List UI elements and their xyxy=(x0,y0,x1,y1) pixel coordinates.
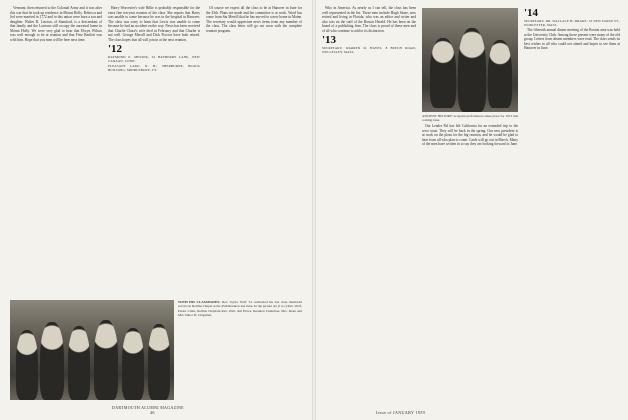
photo-caption-lead: WITH HIS CLASSMATES: xyxy=(178,300,221,304)
photo-figure xyxy=(40,322,64,400)
photo-figure xyxy=(458,28,486,112)
class-1914-secretary: SECRETARY, DR. WALLACE H. DRAKE, 33 NEW DAVID ST., WORCESTER, MASS. xyxy=(524,19,620,27)
class-1913-secretary: SECRETARY, WARREN D. HAYES, 8 BEECH ROAD, WELLESLEY, MASS. xyxy=(322,46,416,54)
class-1914-number: '14 xyxy=(524,7,539,19)
page-number: 46 xyxy=(150,410,155,415)
right-column-2-text: Our Leader Pal has left California for an extended trip to the west coast. They will be back in the spring. Our new president is at work on the plans for the big reunion, and he would be glad to hear from all who plan to come. Cards will go out in March. Many of the men have written in to say they are looking forward to June. xyxy=(422,124,518,147)
photo-figure xyxy=(122,328,144,400)
right-column-3-text: The fifteenth annual dinner meeting of the Boston area was held at the University Club. Among those present were many of the old group. Letters from absent members were read. The class sends its best wishes to all who could not attend and hopes to see them at Hanover in June. xyxy=(524,28,620,50)
photo-caption: ANCIENT HISTORY: A reprint performance takes place for 1913 this coming June. xyxy=(422,114,518,123)
photo-figure xyxy=(68,326,90,400)
ancient-history-photo xyxy=(422,8,518,112)
left-column-1 xyxy=(10,6,102,306)
right-column-2 xyxy=(422,6,518,414)
issue-footer: Issue of JANUARY 1959 xyxy=(376,410,426,415)
right-column-1 xyxy=(322,6,416,414)
photo-figure xyxy=(488,40,512,108)
class-1912-address: PLEASANT LAKE, N. H.; SHERBURNE, BLOCK BUILDING, MIDDLEBURY, VT. xyxy=(108,64,200,72)
class-1912-secretary: RAYMOND E. MESSER, 34 BAYBERRY LANE, NEW CANAAN, CONN. xyxy=(108,55,200,63)
left-column-2 xyxy=(108,6,200,306)
magazine-title-footer: DARTMOUTH ALUMNI MAGAZINE xyxy=(112,405,184,410)
right-page xyxy=(316,0,628,420)
class-1913-heading xyxy=(322,35,416,45)
class-1912-number: '12 xyxy=(108,43,123,55)
class-1914-heading xyxy=(524,8,620,18)
left-page xyxy=(0,0,312,420)
photo-figure xyxy=(148,324,170,400)
class-reunion-photo xyxy=(10,300,174,400)
right-column-1-text: Who in America. As nearly as I can tell, the class has been well represented in the list. These men include Hugh Stone, now retired and living in Florida, who was an editor and writer and also was on the staff of the Boston Herald. He has been on the board of a publishing firm. The class is proud of these men and of all who continue to add to its distinction. xyxy=(322,6,416,33)
photo-caption xyxy=(178,300,302,400)
class-1912-heading xyxy=(108,44,200,54)
left-column-2-text: Harry Worcester's wife Billie is probably responsible for the extra fine ten-year reunion of the class. She reports that Harry was unable to come because he was in the hospital in Hanover. The class was sorry to learn that Lewis was unable to come because he had an accident on the way. News has been received that Charlie Chase's wife died in February and that Charlie is not well. George Merrill and Dick Proctor have both retired. The class hopes that all will join in at the next reunion. xyxy=(108,6,200,42)
left-column-3-text: Of course we expect all the class to be at Hanover in June for the 45th. Plans are made and the committee is at work. Word has come from Stu Merrill that he has moved to a new home in Maine. The secretary would appreciate news items from any member of the class. The class letter will go out soon with the complete reunion program. xyxy=(206,6,302,33)
photo-figure xyxy=(94,320,118,400)
photo-caption-text: Rev. Taylor Wolf '12 celebrated his last class memorial service in Rollins Chapel at the 45th Reunion last June. In the picture are (l to r) Rev. Wolf, Pastor Clark, Rollins Chaplain Rev. Wall, Jim Howe, Reunion Chairman, Mrs. Dean and Mrs. Dinor D. Chapman. xyxy=(178,300,303,317)
left-column-3 xyxy=(206,6,302,306)
left-column-1-text: Vermont, then returned to the Colonial Army and it was after this war that he took up residence in Mount Holly. Rebecca and Jed were married in 1772 and to this union were born a son and daughter. Walter R. Lawton, of Stamford, is a descendant of that family and the Lawtons still occupy the ancestral home in Mount Holly. We were very glad to hear that Elwyn Wilson was well enough to be at reunion and that Fritz Bartlett was with him. Hope that you men will be here next time. xyxy=(10,6,102,42)
right-column-3 xyxy=(524,6,620,414)
photo-figure xyxy=(16,330,38,400)
photo-figure xyxy=(430,38,456,108)
class-1913-number: '13 xyxy=(322,34,337,46)
